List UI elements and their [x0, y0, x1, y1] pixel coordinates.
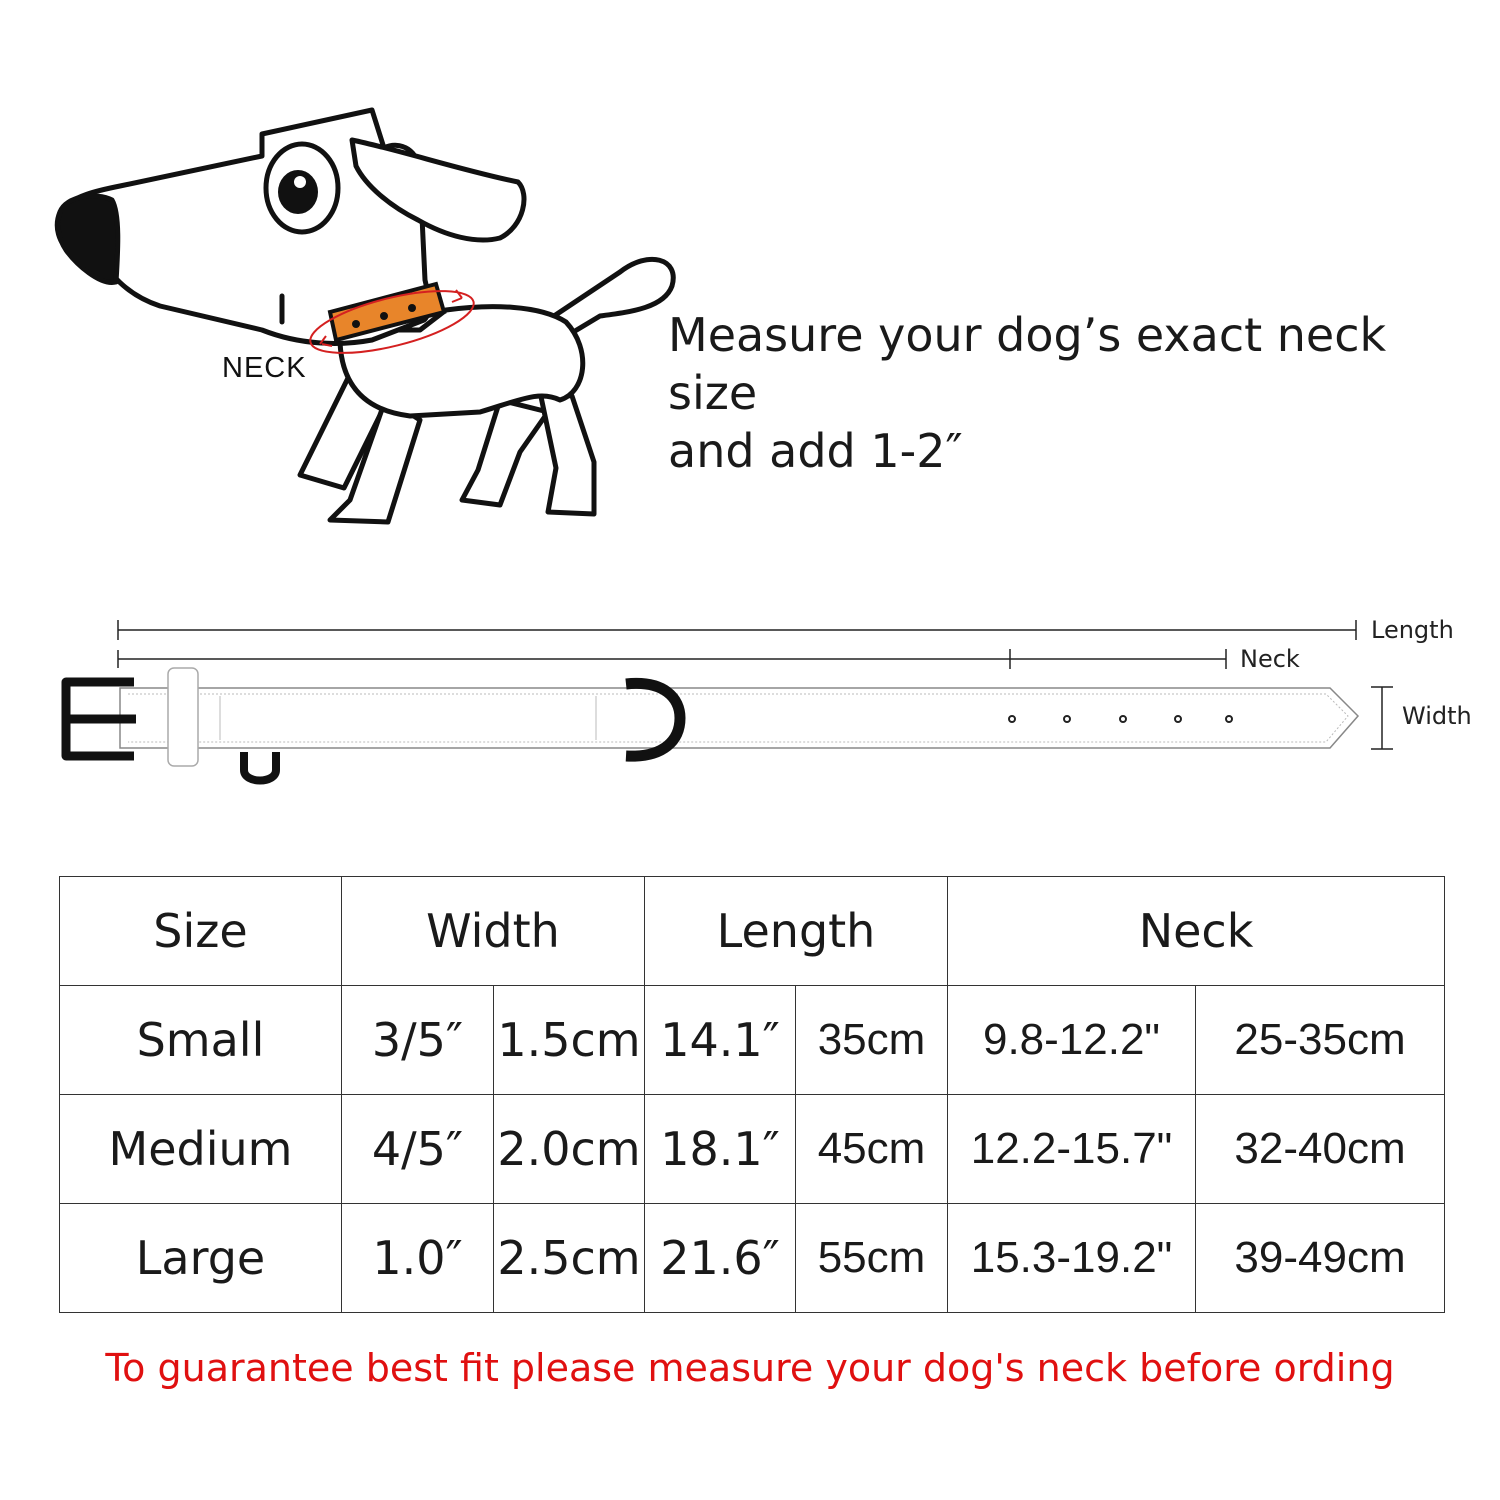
length-inch-cell: 14.1″	[645, 986, 796, 1095]
dog-illustration	[40, 100, 700, 540]
length-cm-cell: 35cm	[796, 986, 948, 1095]
table-row	[60, 986, 1445, 1095]
instructions-line-1: Measure your dog’s exact neck size	[668, 308, 1387, 420]
header-size: Size	[60, 877, 342, 986]
collar-diagram	[40, 600, 1500, 800]
size-cell: Medium	[60, 1095, 342, 1204]
neck-inch-cell: 9.8-12.2"	[948, 986, 1196, 1095]
neck-cm-cell: 39-49cm	[1196, 1204, 1445, 1313]
table-row	[60, 1095, 1445, 1204]
header-neck: Neck	[948, 877, 1445, 986]
width-cm-cell: 2.5cm	[494, 1204, 645, 1313]
header-length: Length	[645, 877, 948, 986]
length-inch-cell: 18.1″	[645, 1095, 796, 1204]
table-header-row	[60, 877, 1445, 986]
size-chart-table	[59, 876, 1445, 1313]
width-dimension-label: Width	[1402, 702, 1472, 730]
neck-cm-cell: 32-40cm	[1196, 1095, 1445, 1204]
instructions-line-2: and add 1-2″	[668, 424, 963, 478]
size-cell: Large	[60, 1204, 342, 1313]
table-row	[60, 1204, 1445, 1313]
neck-label: NECK	[222, 352, 307, 384]
length-inch-cell: 21.6″	[645, 1204, 796, 1313]
neck-inch-cell: 12.2-15.7"	[948, 1095, 1196, 1204]
fit-guarantee-note: To guarantee best fit please measure your dog's neck before ording	[105, 1346, 1395, 1390]
width-inch-cell: 4/5″	[342, 1095, 494, 1204]
width-inch-cell: 1.0″	[342, 1204, 494, 1313]
neck-dimension-label: Neck	[1240, 645, 1300, 673]
length-dimension-label: Length	[1371, 616, 1454, 644]
neck-inch-cell: 15.3-19.2"	[948, 1204, 1196, 1313]
hanging-d-ring	[244, 752, 276, 781]
length-cm-cell: 45cm	[796, 1095, 948, 1204]
width-cm-cell: 2.0cm	[494, 1095, 645, 1204]
measure-instructions	[668, 306, 1468, 480]
header-width: Width	[342, 877, 645, 986]
width-inch-cell: 3/5″	[342, 986, 494, 1095]
width-cm-cell: 1.5cm	[494, 986, 645, 1095]
neck-cm-cell: 25-35cm	[1196, 986, 1445, 1095]
size-cell: Small	[60, 986, 342, 1095]
collar-strap	[120, 688, 1358, 748]
length-cm-cell: 55cm	[796, 1204, 948, 1313]
